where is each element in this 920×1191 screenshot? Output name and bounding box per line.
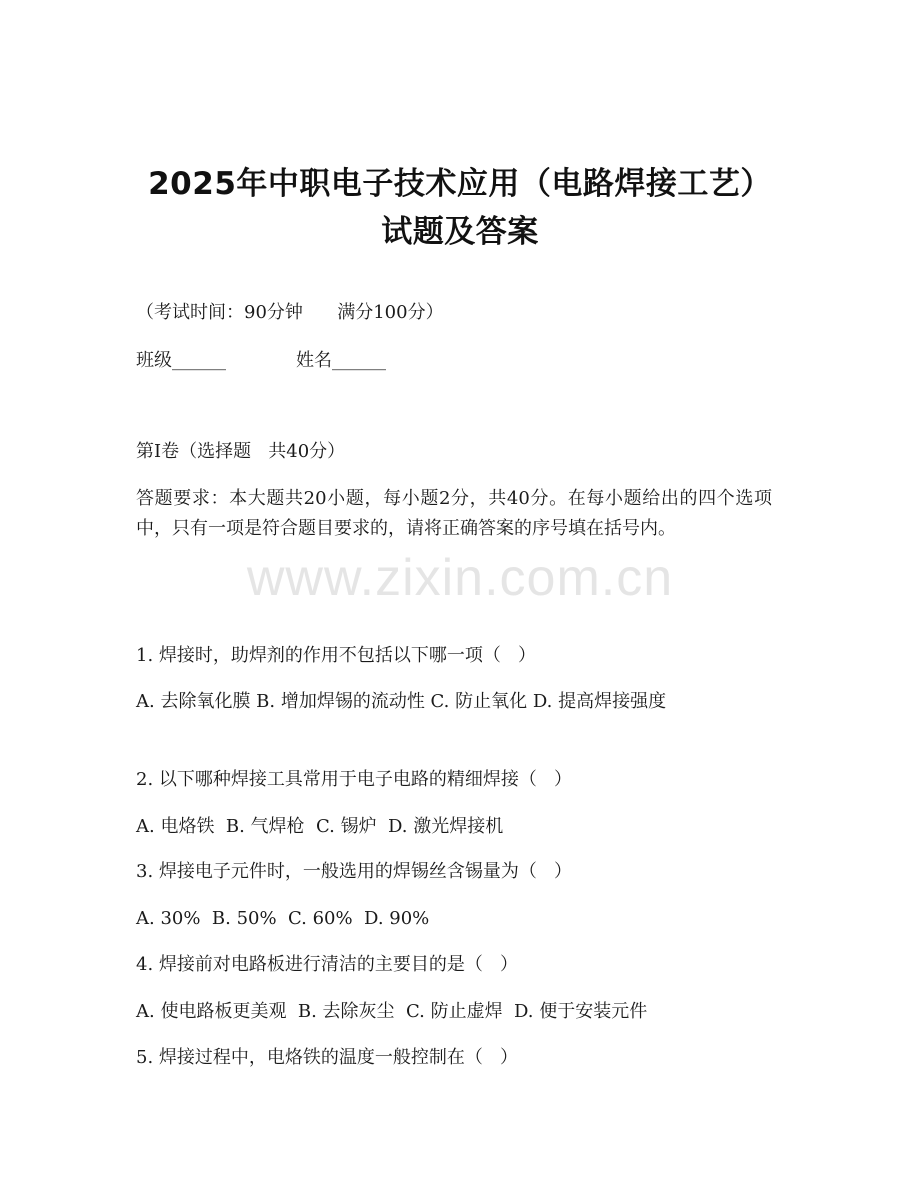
exam-info: （考试时间：90分钟 满分100分） — [136, 302, 444, 323]
name-label: 姓名______ — [296, 350, 386, 371]
question-stem: 2. 以下哪种焊接工具常用于电子电路的精细焊接（ ） — [136, 769, 573, 790]
question-options: A. 去除氧化膜 B. 增加焊锡的流动性 C. 防止氧化 D. 提高焊接强度 — [136, 691, 667, 712]
section-instructions: 答题要求：本大题共20小题，每小题2分，共40分。在每小题给出的四个选项中，只有一项是符合题目要求的，请将正确答案的序号填在括号内。 — [136, 488, 772, 539]
class-label: 班级______ — [136, 350, 226, 371]
watermark: www.zixin.com.cn — [246, 549, 674, 607]
section-heading: 第I卷（选择题 共40分） — [136, 441, 346, 462]
question-options: A. 使电路板更美观 B. 去除灰尘 C. 防止虚焊 D. 便于安装元件 — [136, 1001, 648, 1022]
question-stem: 4. 焊接前对电路板进行清洁的主要目的是（ ） — [136, 954, 519, 975]
question-options: A. 电烙铁 B. 气焊枪 C. 锡炉 D. 激光焊接机 — [136, 816, 504, 837]
question-stem: 5. 焊接过程中，电烙铁的温度一般控制在（ ） — [136, 1047, 519, 1068]
document-title-line2: 试题及答案 — [381, 214, 539, 250]
question-stem: 1. 焊接时，助焊剂的作用不包括以下哪一项（ ） — [136, 645, 537, 666]
question-options: A. 30% B. 50% C. 60% D. 90% — [136, 908, 430, 929]
question-stem: 3. 焊接电子元件时，一般选用的焊锡丝含锡量为（ ） — [136, 861, 573, 882]
document-title-line1: 2025年中职电子技术应用（电路焊接工艺） — [148, 166, 772, 202]
